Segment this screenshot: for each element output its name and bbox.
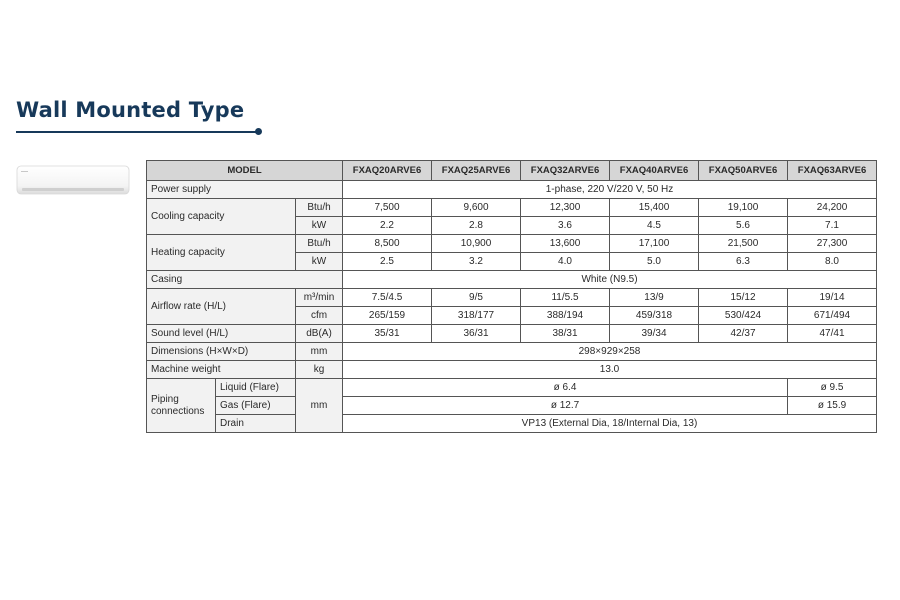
table-row bbox=[147, 379, 877, 397]
cell-value: 15/12 bbox=[699, 289, 788, 307]
wall-mounted-unit-image bbox=[16, 164, 130, 197]
piping-label-line1: Piping bbox=[151, 393, 179, 405]
cell-value: 5.6 bbox=[699, 217, 788, 235]
table-row bbox=[147, 161, 877, 181]
cell-value: 19,100 bbox=[699, 199, 788, 217]
cell-value: 13/9 bbox=[610, 289, 699, 307]
cell-value: 7,500 bbox=[343, 199, 432, 217]
cell-value: 9,600 bbox=[432, 199, 521, 217]
table-row bbox=[147, 343, 877, 361]
cell-value: 1-phase, 220 V/220 V, 50 Hz bbox=[343, 181, 877, 199]
row-label: Dimensions (H×W×D) bbox=[147, 343, 296, 361]
model-name: FXAQ50ARVE6 bbox=[699, 161, 788, 181]
cell-value: 36/31 bbox=[432, 325, 521, 343]
cell-value: ø 12.7 bbox=[343, 397, 788, 415]
cell-value: 13,600 bbox=[521, 235, 610, 253]
cell-value: 7.1 bbox=[788, 217, 877, 235]
row-label: Casing bbox=[147, 271, 343, 289]
cell-value: 12,300 bbox=[521, 199, 610, 217]
cell-value: 671/494 bbox=[788, 307, 877, 325]
cell-value: 21,500 bbox=[699, 235, 788, 253]
cell-value: 42/37 bbox=[699, 325, 788, 343]
cell-value: 265/159 bbox=[343, 307, 432, 325]
title-underline-dot bbox=[255, 128, 262, 135]
page-title: Wall Mounted Type bbox=[16, 98, 245, 122]
cell-value: 27,300 bbox=[788, 235, 877, 253]
sub-row-label: Drain bbox=[216, 415, 296, 433]
table-row bbox=[147, 181, 877, 199]
cell-value: 3.6 bbox=[521, 217, 610, 235]
cell-value: 2.2 bbox=[343, 217, 432, 235]
model-header: MODEL bbox=[147, 161, 343, 181]
cell-value: 9/5 bbox=[432, 289, 521, 307]
cell-value: 7.5/4.5 bbox=[343, 289, 432, 307]
unit-label: mm bbox=[296, 379, 343, 433]
unit-label: kW bbox=[296, 217, 343, 235]
cell-value: 38/31 bbox=[521, 325, 610, 343]
cell-value: 6.3 bbox=[699, 253, 788, 271]
cell-value: 459/318 bbox=[610, 307, 699, 325]
cell-value: 39/34 bbox=[610, 325, 699, 343]
model-name: FXAQ25ARVE6 bbox=[432, 161, 521, 181]
unit-label: Btu/h bbox=[296, 199, 343, 217]
cell-value: 4.0 bbox=[521, 253, 610, 271]
cell-value: 47/41 bbox=[788, 325, 877, 343]
model-name: FXAQ32ARVE6 bbox=[521, 161, 610, 181]
cell-value: VP13 (External Dia, 18/Internal Dia, 13) bbox=[343, 415, 877, 433]
row-label-piping bbox=[147, 379, 216, 433]
sub-row-label: Liquid (Flare) bbox=[216, 379, 296, 397]
cell-value: 4.5 bbox=[610, 217, 699, 235]
table-row bbox=[147, 415, 877, 433]
cell-value: 24,200 bbox=[788, 199, 877, 217]
cell-value: 8.0 bbox=[788, 253, 877, 271]
cell-value: 19/14 bbox=[788, 289, 877, 307]
table-row bbox=[147, 289, 877, 307]
cell-value: 2.8 bbox=[432, 217, 521, 235]
cell-value: 35/31 bbox=[343, 325, 432, 343]
cell-value: ø 6.4 bbox=[343, 379, 788, 397]
row-label: Sound level (H/L) bbox=[147, 325, 296, 343]
unit-label: Btu/h bbox=[296, 235, 343, 253]
cell-value: 15,400 bbox=[610, 199, 699, 217]
cell-value: 530/424 bbox=[699, 307, 788, 325]
row-label: Cooling capacity bbox=[147, 199, 296, 235]
unit-label: kg bbox=[296, 361, 343, 379]
cell-value: 10,900 bbox=[432, 235, 521, 253]
sub-row-label: Gas (Flare) bbox=[216, 397, 296, 415]
unit-label: cfm bbox=[296, 307, 343, 325]
table-row bbox=[147, 361, 877, 379]
row-label: Power supply bbox=[147, 181, 343, 199]
table-row bbox=[147, 325, 877, 343]
unit-label: m³/min bbox=[296, 289, 343, 307]
cell-value: 3.2 bbox=[432, 253, 521, 271]
cell-value: 5.0 bbox=[610, 253, 699, 271]
cell-value: ø 9.5 bbox=[788, 379, 877, 397]
cell-value: 298×929×258 bbox=[343, 343, 877, 361]
cell-value: 17,100 bbox=[610, 235, 699, 253]
table-row bbox=[147, 199, 877, 217]
cell-value: ø 15.9 bbox=[788, 397, 877, 415]
row-label: Heating capacity bbox=[147, 235, 296, 271]
cell-value: 8,500 bbox=[343, 235, 432, 253]
row-label: Airflow rate (H/L) bbox=[147, 289, 296, 325]
row-label: Machine weight bbox=[147, 361, 296, 379]
table-row bbox=[147, 271, 877, 289]
cell-value: 318/177 bbox=[432, 307, 521, 325]
spec-table bbox=[146, 160, 877, 433]
unit-label: kW bbox=[296, 253, 343, 271]
piping-label-line2: connections bbox=[151, 405, 205, 417]
model-name: FXAQ20ARVE6 bbox=[343, 161, 432, 181]
cell-value: 11/5.5 bbox=[521, 289, 610, 307]
unit-label: mm bbox=[296, 343, 343, 361]
cell-value: 2.5 bbox=[343, 253, 432, 271]
model-name: FXAQ40ARVE6 bbox=[610, 161, 699, 181]
model-name: FXAQ63ARVE6 bbox=[788, 161, 877, 181]
unit-label: dB(A) bbox=[296, 325, 343, 343]
table-row bbox=[147, 235, 877, 253]
title-underline bbox=[16, 131, 257, 133]
cell-value: 13.0 bbox=[343, 361, 877, 379]
table-row bbox=[147, 397, 877, 415]
cell-value: 388/194 bbox=[521, 307, 610, 325]
cell-value: White (N9.5) bbox=[343, 271, 877, 289]
